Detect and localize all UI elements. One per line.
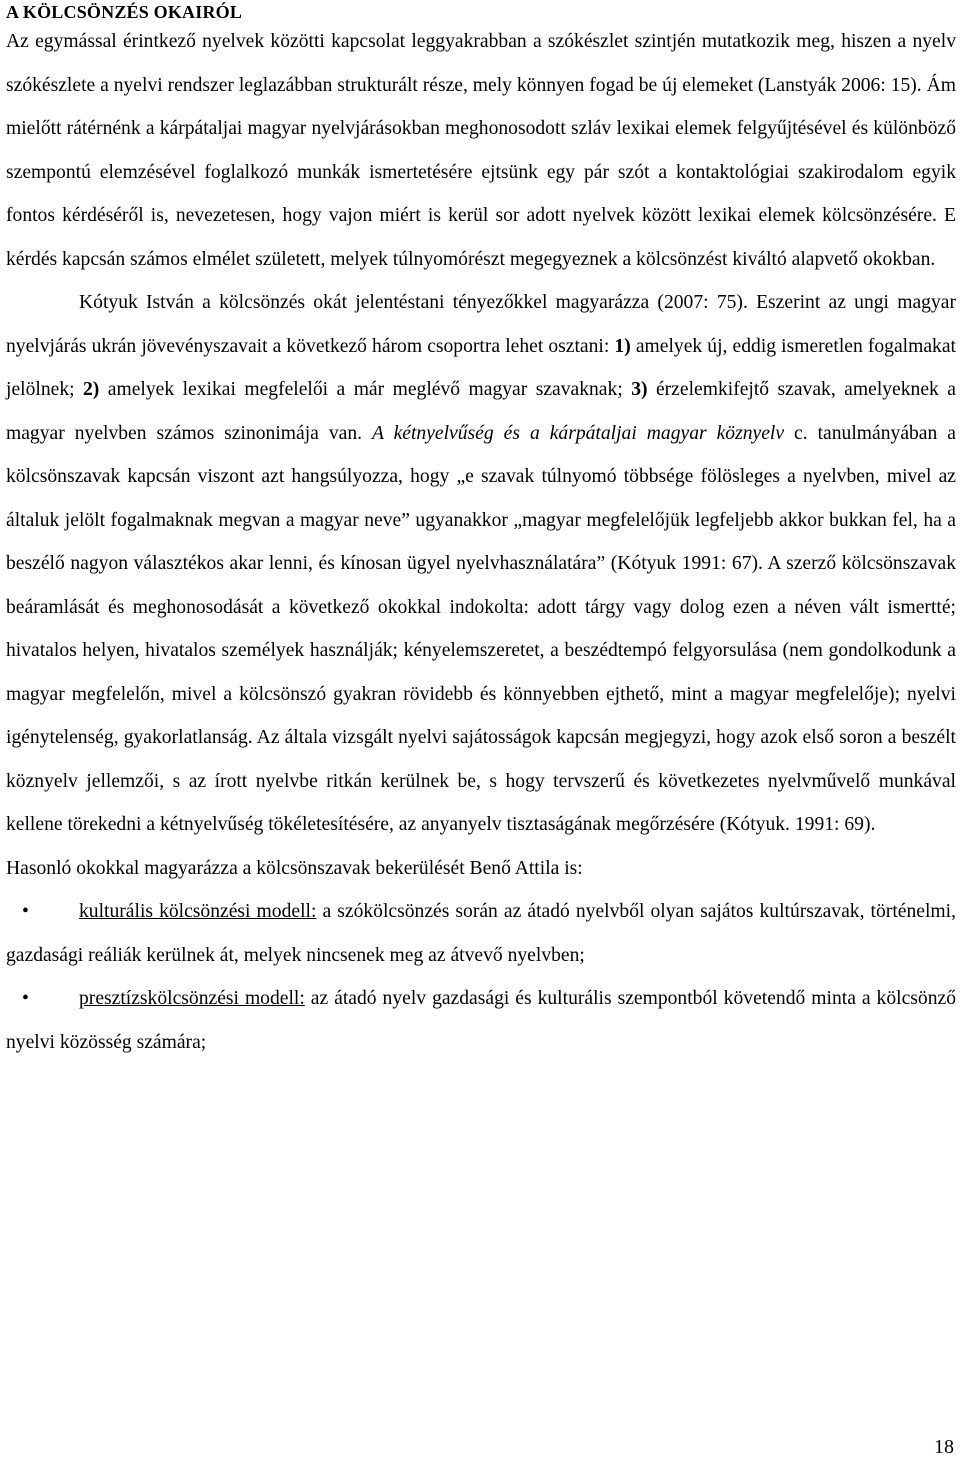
section-heading: A KÖLCSÖNZÉS OKAIRÓL [6, 2, 243, 22]
list-number-3: 3) [631, 379, 648, 400]
bullet-term-prestige: presztízskölcsönzési modell: [79, 988, 305, 1009]
paragraph-beno: Hasonló okokkal magyarázza a kölcsönszavak bekerülését Benő Attila is: [6, 857, 583, 879]
paragraph-kotyuk-text-1: Kótyuk István a kölcsönzés okát jelentéstani tényezőkkel magyarázza (2007: 75). Eszerint az ungi magyar nyelvjárás ukrán jövevényszavait a következő három csoportra lehet osztani: [6, 292, 956, 357]
paragraph-kotyuk [6, 281, 956, 847]
paragraph-kotyuk-text-5: c. tanulmányában a kölcsönszavak kapcsán viszont azt hangsúlyozza, hogy „e szavak túlnyomó többsége fölösleges a nyelvben, mivel az általuk jelölt fogalmaknak megvan a magyar neve” ugyanakkor „magyar megfelelőjük legfeljebb akkor bukkan fel, ha a beszélő nagyon választékos akar lenni, és kínosan ügyel nyelvhasználatára” (Kótyuk 1991: 67). A szerző kölcsönszavak beáramlását és meghonosodását a következő okokkal indokolta: adott tárgy vagy dolog ezen a néven vált ismertté; hivatalos helyen, hivatalos személyek használják; kényelemszeretet, a beszédtempó felgyorsulása (nem gondolkodunk a magyar megfelelőn, mivel a kölcsönszó gyakran rövidebb és könnyebben ejthető, mint a magyar megfelelője); nyelvi igénytelenség, gyakorlatlanság. Az általa vizsgált nyelvi sajátosságok kapcsán megjegyzi, hogy azok első soron a beszélt köznyelv jellemzői, s az írott nyelvbe ritkán kerülnek be, s hogy tervszerű és következetes nyelvművelő munkával kellene törekedni a kétnyelvűség tökéletesítésére, az anyanyelv tisztaságának megőrzésére (Kótyuk. 1991: 69). [6, 422, 956, 835]
document-body [6, 20, 956, 1064]
paragraph-intro: Az egymással érintkező nyelvek közötti kapcsolat leggyakrabban a szókészlet szintjén mutatkozik meg, hiszen a nyelv szókészlete a nyelvi rendszer leglazábban strukturált része, mely könnyen fogad be új elemeket (Lanstyák 2006: 15). Ám mielőtt rátérnénk a kárpátaljai magyar nyelvjárásokban meghonosodott szláv lexikai elemek felgyűjtésével és különböző szempontú elemzésével foglalkozó munkák ismertetésére ejtsünk egy pár szót a kontaktológiai szakirodalom egyik fontos kérdéséről is, nevezetesen, hogy vajon miért is kerül sor adott nyelvek között lexikai elemek kölcsönzésére. E kérdés kapcsán számos elmélet született, melyek túlnyomórészt megegyeznek a kölcsönzést kiváltó alapvető okokban. [6, 31, 956, 270]
paragraph-kotyuk-text-3: amelyek lexikai megfelelői a már meglévő magyar szavaknak; [99, 379, 632, 400]
list-number-1: 1) [614, 335, 631, 357]
bullet-icon: • [22, 988, 29, 1009]
list-number-2: 2) [83, 379, 100, 400]
bullet-term-cultural: kulturális kölcsönzési modell: [79, 901, 317, 922]
page-number: 18 [934, 1436, 954, 1458]
study-title: A kétnyelvűség és a kárpátaljai magyar köznyelv [372, 422, 785, 444]
paragraph-kotyuk-text-4: érzelemkifejtő szavak, amelyeknek a magyar nyelvben számos szinonimája van. [6, 379, 956, 444]
bullet-item-cultural [6, 890, 956, 977]
bullet-item-prestige [6, 977, 956, 1064]
bullet-text-cultural: a szókölcsönzés során az átadó nyelvből olyan sajátos kultúrszavak, történelmi, gazdasági reáliák kerülnek át, melyek nincsenek meg az átvevő nyelvben; [6, 901, 956, 966]
paragraph-kotyuk-text-2: amelyek új, eddig ismeretlen fogalmakat jelölnek; [6, 335, 956, 400]
bullet-text-prestige: az átadó nyelv gazdasági és kulturális szempontból követendő minta a kölcsönző nyelvi közösség számára; [6, 988, 956, 1053]
bullet-icon: • [22, 901, 29, 922]
